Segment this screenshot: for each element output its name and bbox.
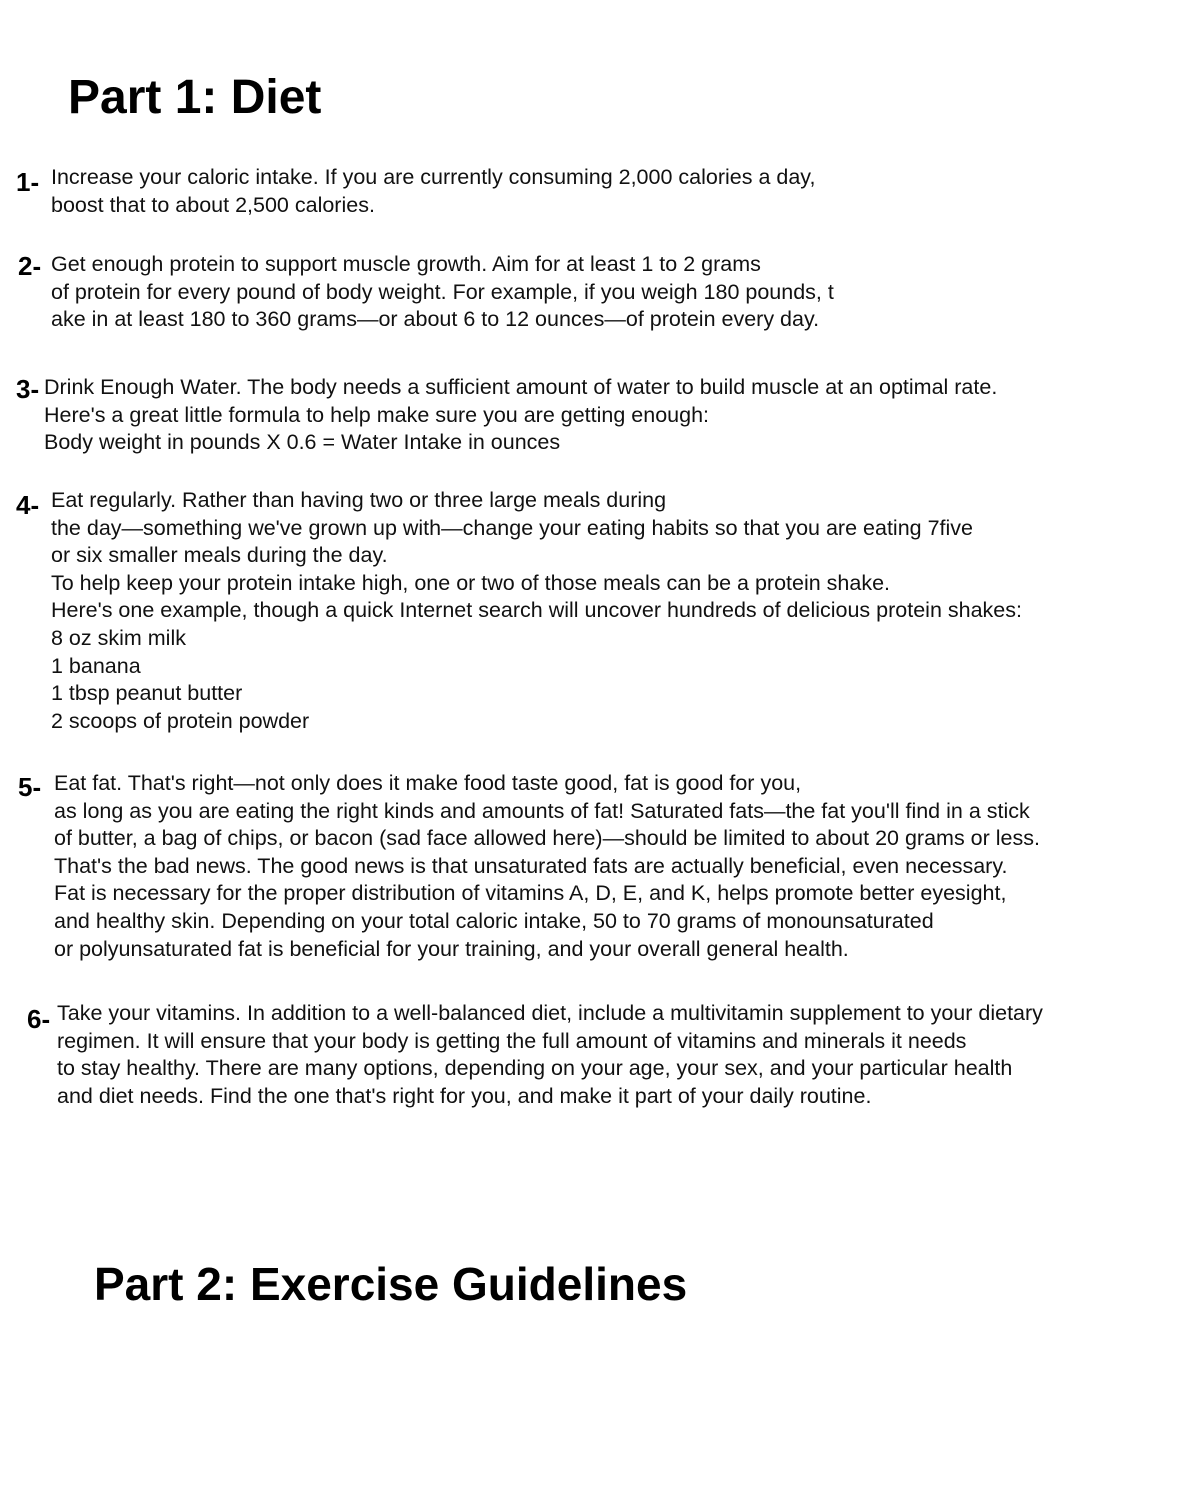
- item-number: 6-: [27, 1004, 51, 1034]
- item-line: 2 scoops of protein powder: [51, 708, 310, 733]
- item-line: Eat regularly. Rather than having two or three large meals during: [51, 488, 667, 512]
- item-line: and healthy skin. Depending on your total caloric intake, 50 to 70 grams of monounsaturated: [54, 908, 934, 933]
- item-text: [54, 770, 1040, 963]
- item-line: 1 banana: [51, 653, 141, 678]
- item-line: the day—something we've grown up with—change your eating habits so that you are eating 7five: [51, 515, 973, 540]
- item-line: Fat is necessary for the proper distribution of vitamins A, D, E, and K, helps promote better eyesight,: [54, 881, 1007, 906]
- item-line: Take your vitamins. In addition to a well-balanced diet, include a multivitamin supplement to your dietary: [57, 1001, 1043, 1025]
- item-line: of protein for every pound of body weight. For example, if you weigh 180 pounds, t: [51, 279, 834, 304]
- item-number: 2-: [18, 251, 42, 281]
- item-line: To help keep your protein intake high, one or two of those meals can be a protein shake.: [51, 570, 891, 595]
- item-text: [57, 1000, 1043, 1110]
- item-line: Drink Enough Water. The body needs a sufficient amount of water to build muscle at an optimal rate.: [44, 375, 998, 399]
- item-text: [51, 251, 834, 334]
- item-line: That's the bad news. The good news is that unsaturated fats are actually beneficial, even necessary.: [54, 853, 1008, 878]
- item-line: 1 tbsp peanut butter: [51, 681, 243, 706]
- part2-heading: Part 2: Exercise Guidelines: [94, 1258, 688, 1310]
- item-number: 1-: [16, 167, 40, 197]
- item-line: or polyunsaturated fat is beneficial for your training, and your overall general health.: [54, 936, 849, 961]
- item-line: Here's a great little formula to help make sure you are getting enough:: [44, 402, 710, 427]
- item-line: regimen. It will ensure that your body is getting the full amount of vitamins and minerals it needs: [57, 1028, 967, 1053]
- item-line: Body weight in pounds X 0.6 = Water Intake in ounces: [44, 430, 561, 455]
- item-text: [44, 374, 997, 457]
- item-line: of butter, a bag of chips, or bacon (sad face allowed here)—should be limited to about 20 grams or less.: [54, 826, 1040, 851]
- item-line: or six smaller meals during the day.: [51, 543, 388, 568]
- item-number: 3-: [16, 374, 40, 404]
- item-line: to stay healthy. There are many options, depending on your age, your sex, and your particular health: [57, 1056, 1013, 1081]
- item-line: Here's one example, though a quick Internet search will uncover hundreds of delicious protein shakes:: [51, 598, 1022, 623]
- item-line: boost that to about 2,500 calories.: [51, 192, 375, 217]
- item-line: and diet needs. Find the one that's right for you, and make it part of your daily routine.: [57, 1083, 872, 1108]
- item-text: [51, 164, 815, 219]
- item-line: as long as you are eating the right kinds and amounts of fat! Saturated fats—the fat you'll find in a stick: [54, 798, 1030, 823]
- item-line: Eat fat. That's right—not only does it make food taste good, fat is good for you,: [54, 771, 802, 795]
- item-line: ake in at least 180 to 360 grams—or about 6 to 12 ounces—of protein every day.: [51, 307, 820, 332]
- part1-heading: Part 1: Diet: [68, 71, 322, 124]
- item-line: 8 oz skim milk: [51, 625, 186, 650]
- item-number: 5-: [18, 772, 42, 802]
- item-line: Get enough protein to support muscle growth. Aim for at least 1 to 2 grams: [51, 252, 761, 276]
- item-line: Increase your caloric intake. If you are currently consuming 2,000 calories a day,: [51, 165, 816, 189]
- item-number: 4-: [16, 490, 40, 520]
- item-text: [51, 487, 1022, 735]
